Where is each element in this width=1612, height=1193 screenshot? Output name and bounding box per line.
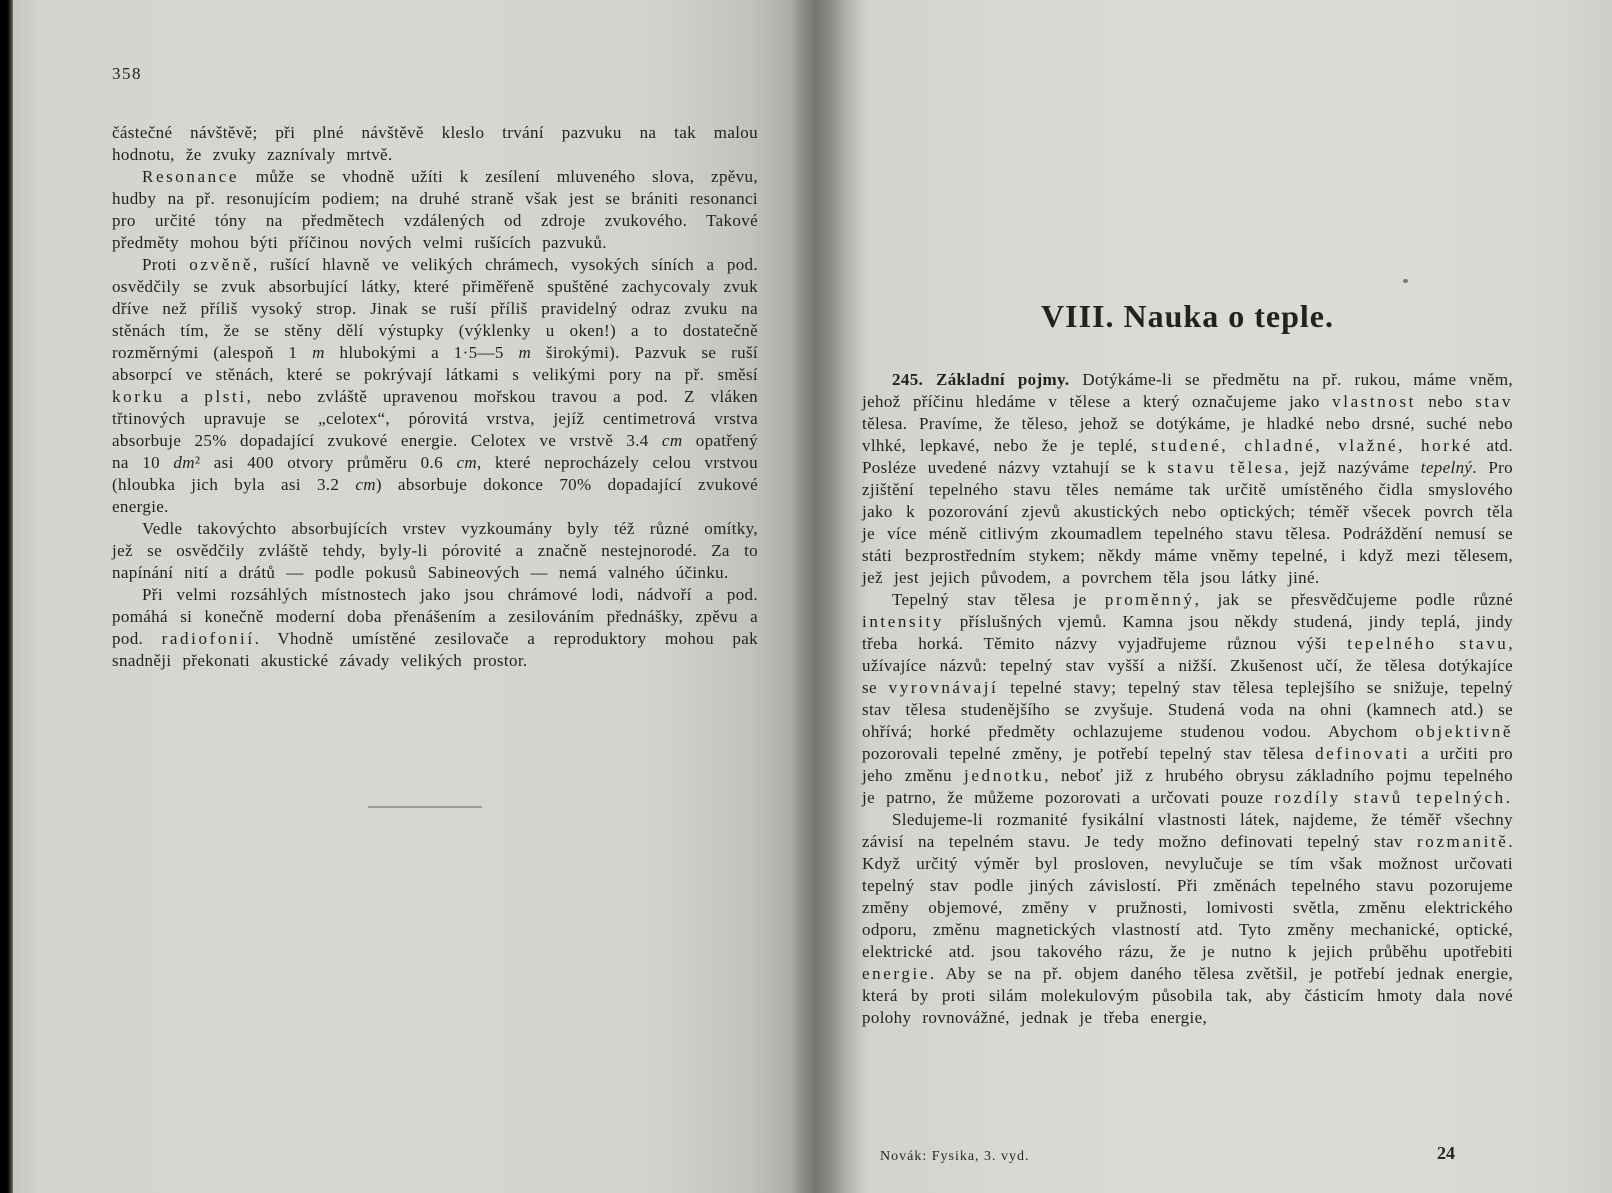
scan-left-edge [0,0,13,1193]
paragraph: 245. Základní pojmy. Dotýkáme-li se předmětu na př. rukou, máme vněm, jehož příčinu hledáme v tělese a který označujeme jako vlastnost nebo stav tělesa. Pravíme, že těleso, jehož se dotýkáme, je hladké nebo drsné, suché nebo vlhké, lepkavé, nebo že je teplé, studené, chladné, vlažné, horké atd. Posléze uvedené názvy vztahují se k stavu tělesa, jejž nazýváme tepelný. Pro zjištění tepelného stavu těles nemáme tak určitě umístěného čidla smyslového jako k pozorování zjevů akustických nebo optických; téměř všecek povrch těla je více méně citlivým zkoumadlem tepelného stavu tělesa. Podráždění nemusí se státi bezprostředním stykem; někdy máme vněmy tepelné, i když mezi tělesem, jež jest jejich původem, a povrchem těla jsou látky jiné. [862,370,1513,587]
book-imprint-footer: Novák: Fysika, 3. vyd. [880,1149,1030,1164]
right-text-column [862,369,1513,1029]
paragraph: Tepelný stav tělesa je proměnný, jak se přesvědčujeme podle různé intensity příslušných vjemů. Kamna jsou někdy studená, jindy teplá, jindy třeba horká. Těmito názvy vyjadřujeme různou výši tepelného stavu, užívajíce názvů: tepelný stav vyšší a nižší. Zkušenost učí, že tělesa dotýkajíce se vyrovnávají tepelné stavy; tepelný stav tělesa teplejšího se snižuje, tepelný stav tělesa studenějšího se zvyšuje. Studená voda na ohni (kamnech atd.) se ohřívá; horké předměty ochlazujeme studenou vodou. Abychom objektivně pozorovali tepelné změny, je potřebí tepelný stav tělesa definovati a určiti pro jeho změnu jednotku, neboť již z hrubého obrysu základního pojmu tepelného je patrno, že můžeme pozorovati a určovati pouze rozdíly stavů tepelných. [862,590,1514,807]
paragraph: Proti ozvěně, rušící hlavně ve velikých chrámech, vysokých síních a pod. osvědčily se zvuk absorbující látky, které přiměřeně spuštěné zachycovaly zvuk dříve než příliš vysoký strop. Jinak se ruší příliš pravidelný odraz zvuku na stěnách tím, že se stěny dělí výstupky (výklenky u oken!) a to dostatečně rozměrnými (alespoň 1 m hlubokými a 1·5—5 m širokými). Pazvuk se ruší absorpcí ve stěnách, které se pokrývají látkami s velikými pory na př. směsí korku a plsti, nebo zvláště upravenou mořskou travou a pod. Z vláken třtinových upravuje se „celotex“, pórovitá vrstva, jejíž centimetrová vrstva absorbuje 25% dopadající zvukové energie. Celotex ve vrstvě 3.4 cm opatřený na 10 dm² asi 400 otvory průměru 0.6 cm, které neprocházely celou vrstvou (hloubka jich byla asi 3.2 cm) absorbuje dokonce 70% dopadající zvukové energie. [112,255,758,516]
scan-speck [1403,279,1408,283]
paragraph: Resonance může se vhodně užíti k zesílení mluveného slova, zpěvu, hudby na př. resonujícím podiem; na druhé straně však jest se brániti resonanci pro určité tóny na předmětech vzdálených od zdroje zvukového. Takové předměty mohou býti příčinou nových velmi rušících pazvuků. [112,167,758,252]
book-gutter-shadow [790,0,870,1193]
section-divider-rule [368,806,482,808]
left-text-column [112,122,758,672]
right-page-number: 24 [1437,1143,1455,1163]
left-page-number: 358 [112,64,142,83]
paragraph: Vedle takovýchto absorbujících vrstev vyzkoumány byly též různé omítky, jež se osvědčily zvláště tehdy, byly-li pórovité a značně nestejnorodé. Za to napínání nití a drátů — podle pokusů Sabineových — nemá valného účinku. [112,519,758,582]
paragraph: částečné návštěvě; při plné návštěvě kleslo trvání pazvuku na tak malou hodnotu, že zvuky zaznívaly mrtvě. [112,123,758,164]
paragraph: Sledujeme-li rozmanité fysikální vlastnosti látek, najdeme, že téměř všechny závisí na tepelném stavu. Je tedy možno definovati tepelný stav rozmanitě. Když určitý výměr byl prosloven, nevylučuje se tím však možnost určovati tepelný stav podle jiných závislostí. Při změnách tepelného stavu pozorujeme změny objemové, změny v pružnosti, lomivosti světla, změnu elektrického odporu, změnu magnetických vlastností atd. Tyto změny mechanické, optické, elektrické atd. jsou takového rázu, že je nutno k jejich průběhu upotřebiti energie. Aby se na př. objem daného tělesa zvětšil, je potřebí jednak energie, která by proti silám molekulovým působila tak, aby částicím hmoty dala nové polohy rovnovážné, jednak je třeba energie, [862,810,1513,1027]
chapter-heading: VIII. Nauka o teple. [1041,298,1334,334]
paragraph: Při velmi rozsáhlých místnostech jako jsou chrámové lodi, nádvoří a pod. pomáhá si konečně moderní doba přenášením a zesilováním přednášky, zpěvu a pod. radiofonií. Vhodně umístěné zesilovače a reproduktory mohou pak snadněji překonati akustické závady velikých prostor. [112,585,759,670]
